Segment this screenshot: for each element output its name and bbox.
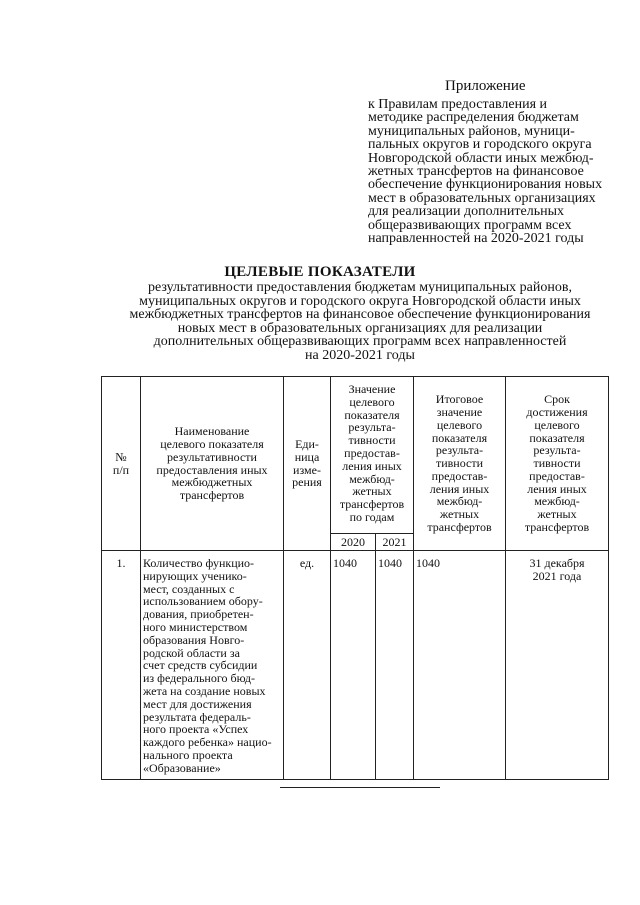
text-line: Количество функцио- (143, 556, 255, 570)
text-line: целевого (534, 417, 580, 432)
text-line: пальных округов и городского округа (368, 137, 592, 153)
text-line: жетных (537, 507, 577, 522)
text-line: счет средств субсидии (143, 658, 258, 673)
text-line: для реализации дополнительных (368, 204, 564, 220)
text-line: Наименование (174, 424, 250, 439)
row-value-2020: 1040 (331, 551, 376, 780)
document-title: ЦЕЛЕВЫЕ ПОКАЗАТЕЛИ (224, 264, 416, 280)
text-line: муниципальных районов, муници- (368, 123, 575, 139)
text-line: дополнительных общеразвивающих программ всех направленностей (153, 334, 567, 350)
text-line: жетных (439, 507, 480, 522)
text-line: результа- (533, 443, 581, 458)
text-line: мест для достижения (143, 696, 252, 711)
text-line: результа- (435, 443, 484, 458)
header-year-2020: 2020 (331, 534, 376, 551)
text-line: использованием обору- (143, 594, 263, 609)
text-line: предостав- (529, 468, 585, 483)
appendix-text (368, 98, 610, 245)
document-subtitle (100, 281, 620, 363)
text-line: новых мест в образовательных организациях для реализации (177, 320, 543, 336)
text-line: тивности (435, 456, 484, 471)
separator-line (280, 787, 440, 788)
text-line: трансфертов (427, 520, 492, 535)
text-line: общеразвивающих программ всех (368, 217, 572, 233)
text-line: 31 декабря (529, 556, 585, 570)
table-row (102, 551, 609, 780)
text-line: трансфертов (524, 520, 590, 535)
text-line: ница (294, 449, 320, 464)
appendix-title: Приложение (445, 78, 526, 94)
header-term (506, 377, 609, 551)
text-line: предостав- (431, 468, 488, 483)
row-total: 1040 (414, 551, 506, 780)
text-line: Срок (544, 392, 570, 407)
text-line: дования, приобретен- (143, 607, 254, 622)
text-line: предостав- (344, 445, 400, 460)
header-total (414, 377, 506, 551)
header-name (141, 377, 284, 551)
text-line: жетных (352, 484, 392, 499)
text-line: показателя (344, 407, 400, 422)
text-line: мест, созданных с (143, 581, 235, 596)
text-line: п/п (112, 462, 130, 477)
row-term (506, 551, 609, 780)
text-line: образования Новго- (143, 632, 245, 647)
text-line: тивности (348, 433, 396, 448)
text-line: мест в образовательных организациях (368, 190, 596, 206)
text-line: предоставления иных (156, 462, 268, 477)
text-line: трансфертов (339, 497, 405, 512)
text-line: результативности (167, 449, 257, 464)
text-line: Еди- (295, 436, 319, 451)
targets-table (101, 376, 609, 780)
header-value (331, 377, 414, 534)
text-line: «Образование» (143, 760, 221, 775)
text-line: жетных трансфертов на финансовое (368, 164, 584, 180)
row-num: 1. (102, 551, 141, 780)
text-line: Новгородской области иных межбюд- (368, 150, 594, 166)
text-line: показателя (529, 430, 585, 445)
header-unit (284, 377, 331, 551)
text-line: межбюджетных (171, 475, 253, 490)
text-line: нирующих ученико- (143, 568, 247, 583)
text-line: значение (436, 404, 483, 419)
header-num (102, 377, 141, 551)
text-line: обеспечение функционирования новых (368, 177, 603, 193)
text-line: межбюд- (349, 471, 395, 486)
text-line: ного проекта «Успех (143, 722, 249, 737)
row-unit: ед. (284, 551, 331, 780)
text-line: показателя (431, 430, 488, 445)
row-value-2021: 1040 (376, 551, 414, 780)
text-line: родской области за (143, 645, 240, 660)
text-line: жета на создание новых (143, 683, 266, 698)
text-line: № (115, 449, 127, 464)
text-line: целевого (436, 417, 483, 432)
text-line: муниципальных округов и городского округа Новгородской области иных (139, 293, 581, 309)
text-line: достижения (526, 404, 588, 419)
text-line: ления иных (527, 481, 587, 496)
text-line: результата федераль- (143, 709, 251, 724)
text-line: трансфертов (179, 488, 245, 503)
text-line: направленностей на 2020-2021 годы (368, 231, 584, 247)
text-line: Итоговое (435, 392, 484, 407)
text-line: целевого показателя (160, 436, 264, 451)
text-line: методике распределения бюджетам (368, 110, 579, 126)
text-line: по годам (349, 509, 395, 524)
text-line: рения (292, 475, 322, 490)
text-line: результа- (348, 420, 396, 435)
text-line: 2021 года (532, 568, 582, 583)
header-year-2021: 2021 (376, 534, 414, 551)
text-line: каждого ребенка» нацио- (143, 735, 272, 750)
text-line: целевого (349, 394, 395, 409)
text-line: ления иных (342, 458, 402, 473)
text-line: межбюд- (534, 494, 580, 509)
row-name (141, 551, 284, 780)
text-line: к Правилам предоставления и (368, 97, 548, 112)
text-line: нального проекта (143, 747, 233, 762)
text-line: результативности предоставления бюджетам муниципальных районов, (148, 280, 572, 295)
text-line: на 2020-2021 годы (305, 347, 415, 363)
text-line: межбюджетных трансфертов на финансовое обеспечение функционирования (129, 307, 591, 323)
text-line: изме- (293, 462, 321, 477)
text-line: Значение (348, 382, 396, 396)
text-line: межбюд- (436, 494, 483, 509)
text-line: тивности (533, 456, 581, 471)
text-line: ления иных (429, 481, 490, 496)
text-line: ного министерством (143, 619, 248, 634)
text-line: из федерального бюд- (143, 671, 256, 686)
